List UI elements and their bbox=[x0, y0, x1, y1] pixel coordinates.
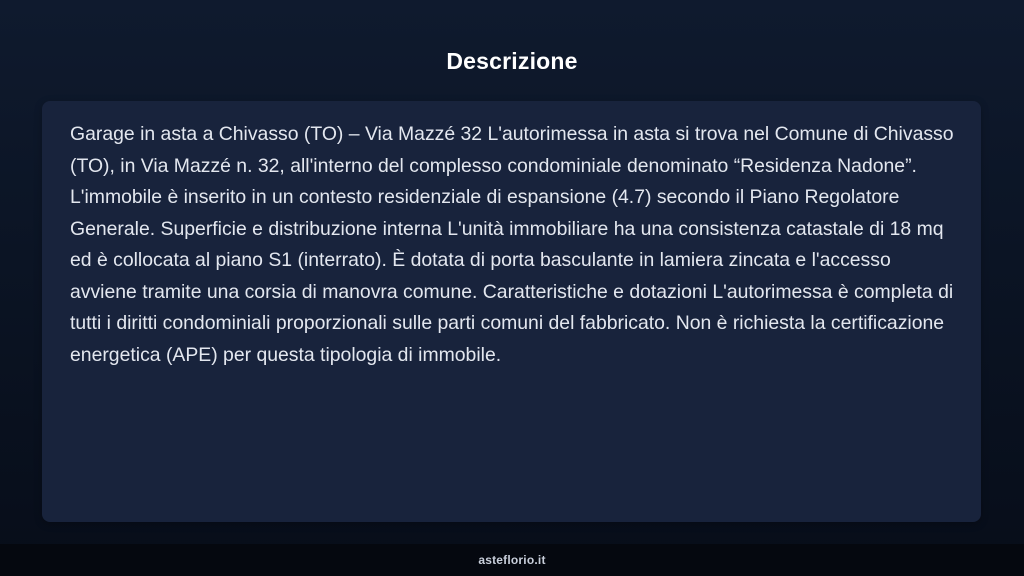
footer-site-label: asteflorio.it bbox=[478, 553, 546, 567]
description-card bbox=[42, 101, 981, 522]
description-text: Garage in asta a Chivasso (TO) – Via Mazzé 32 L'autorimessa in asta si trova nel Comune di Chivasso (TO), in Via Mazzé n. 32, all'interno del complesso condominiale denominato “Residenza Nadone”. L'immobile è inserito in un contesto residenziale di espansione (4.7) secondo il Piano Regolatore Generale. Superficie e distribuzione interna L'unità immobiliare ha una consistenza catastale di 18 mq ed è collocata al piano S1 (interrato). È dotata di porta basculante in lamiera zincata e l'accesso avviene tramite una corsia di manovra comune. Caratteristiche e dotazioni L'autorimessa è completa di tutti i diritti condominiali proporzionali sulle parti comuni del fabbricato. Non è richiesta la certificazione energetica (APE) per questa tipologia di immobile. bbox=[70, 123, 954, 366]
page-title: Descrizione bbox=[446, 48, 578, 74]
footer-bar bbox=[0, 544, 1024, 576]
